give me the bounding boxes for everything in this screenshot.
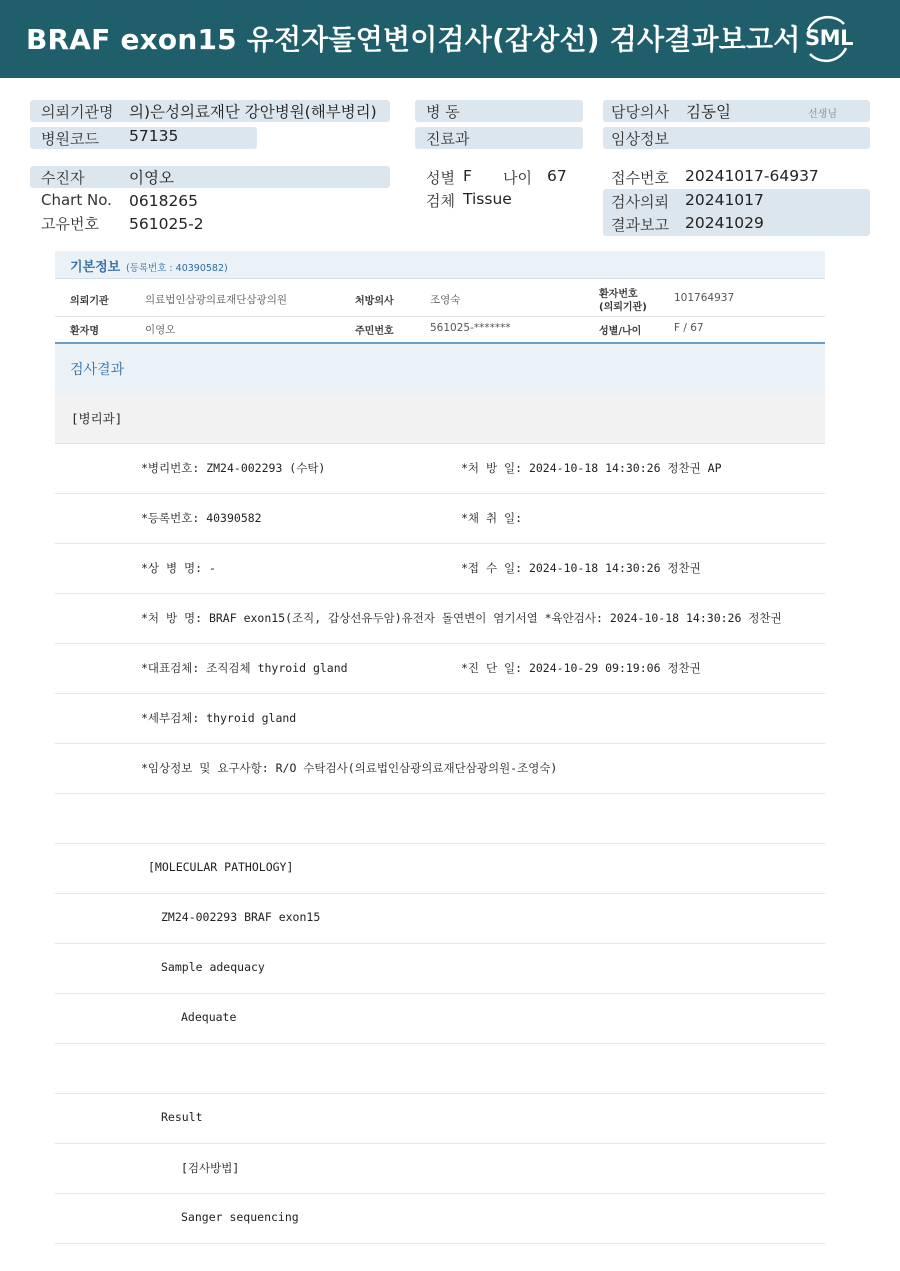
chart-label: Chart No. [41,191,112,209]
result-left: *등록번호: 40390582 [141,511,262,525]
result-left: *처 방 명: BRAF exon15(조직, 갑상선유두암)유전자 돌연변이 염기서열 *육안검사: 2024-10-18 14:30:26 정찬권 [141,611,782,625]
age-value: 67 [547,167,567,185]
pid-label-1: 환자번호 [599,289,638,300]
result-row [55,494,825,544]
result-right: *진 단 일: 2024-10-29 09:19:06 정찬권 [461,661,701,675]
basic-info-row [55,317,825,342]
basic-info-subtitle: (등록번호 : 40390582) [126,263,228,274]
emr-panel [55,251,825,1251]
result-row [55,544,825,594]
report-header [0,0,900,78]
department-label: 진료과 [426,130,470,148]
institution-value: 의)은성의료재단 강안병원(해부병리) [129,103,377,121]
request-label: 검사의뢰 [611,193,669,211]
result-row [55,794,825,844]
result-row [55,444,825,494]
result-row [55,944,825,994]
basic-info-title: 기본정보 [70,260,121,275]
logo-text: SML [805,26,853,50]
result-row [55,644,825,694]
inst-value: 의료법인삼광의료재단삼광의원 [145,294,288,306]
basic-info-row [55,279,825,317]
result-row [55,994,825,1044]
name-label: 환자명 [70,326,99,337]
result-left: Sanger sequencing [181,1210,299,1224]
result-row [55,1044,825,1094]
result-left: Sample adequacy [161,960,265,974]
ward-label: 병 동 [426,103,460,121]
result-left: *임상정보 및 요구사항: R/O 수탁검사(의료법인삼광의료재단삼광의원-조영숙) [141,761,558,775]
doc-value: 조영숙 [430,294,461,306]
request-value: 20241017 [685,191,764,209]
result-row [55,1194,825,1244]
age-label: 나이 [503,169,532,187]
result-right: *접 수 일: 2024-10-18 14:30:26 정찬권 [461,561,701,575]
doc-label: 처방의사 [355,296,394,307]
result-left: *세부검체: thyroid gland [141,711,297,725]
sexage-value: F / 67 [674,322,704,334]
rrn-label: 주민번호 [355,326,394,337]
basic-info-header [55,251,825,279]
result-left: *상 병 명: - [141,561,216,575]
result-left: Result [161,1110,203,1124]
report-title: BRAF exon15 유전자돌연변이검사(갑상선) 검사결과보고서 [26,23,801,56]
inst-label: 의뢰기관 [70,296,109,307]
result-left: [MOLECULAR PATHOLOGY] [148,860,294,874]
department-text: [병리과] [71,411,123,426]
result-left: *병리번호: ZM24-002293 (수탁) [141,461,326,475]
sex-label: 성별 [426,169,455,187]
results-title: 검사결과 [70,362,125,378]
result-left: [검사방법] [181,1161,240,1175]
unique-label: 고유번호 [41,215,99,233]
result-left: Adequate [181,1010,237,1024]
receipt-value: 20241017-64937 [685,167,819,185]
results-header [55,342,825,394]
institution-label: 의뢰기관명 [41,103,114,121]
doctor-suffix: 선생님 [808,109,837,120]
department-row [55,394,825,444]
clinical-label: 임상정보 [611,130,669,148]
sml-logo [800,12,856,66]
specimen-value: Tissue [463,190,512,208]
receipt-label: 접수번호 [611,169,669,187]
hospital-code-label: 병원코드 [41,130,99,148]
sex-value: F [463,167,472,185]
pid-label-2: (의뢰기관) [599,302,647,313]
result-row [55,1094,825,1144]
result-row [55,744,825,794]
result-left: *대표검체: 조직검체 thyroid gland [141,661,348,675]
pid-value: 101764937 [674,292,735,304]
patient-value: 이영오 [129,169,174,187]
result-right: *채 취 일: [461,511,523,525]
specimen-label: 검체 [426,192,455,210]
doctor-label: 담당의사 [611,103,669,121]
name-value: 이영오 [145,324,176,336]
patient-label: 수진자 [41,169,85,187]
rrn-value: 561025-******* [430,322,511,334]
doctor-value: 김동일 [686,103,731,121]
result-row [55,1144,825,1194]
result-row [55,894,825,944]
result-left: ZM24-002293 BRAF exon15 [161,910,321,924]
result-row [55,694,825,744]
result-row [55,594,825,644]
sexage-label: 성별/나이 [599,326,642,337]
chart-value: 0618265 [129,192,199,210]
result-row [55,844,825,894]
report-label: 결과보고 [611,216,669,234]
result-right: *처 방 일: 2024-10-18 14:30:26 정찬권 AP [461,461,722,475]
hospital-code-value: 57135 [129,127,179,145]
report-value: 20241029 [685,214,764,232]
unique-value: 561025-2 [129,215,204,233]
